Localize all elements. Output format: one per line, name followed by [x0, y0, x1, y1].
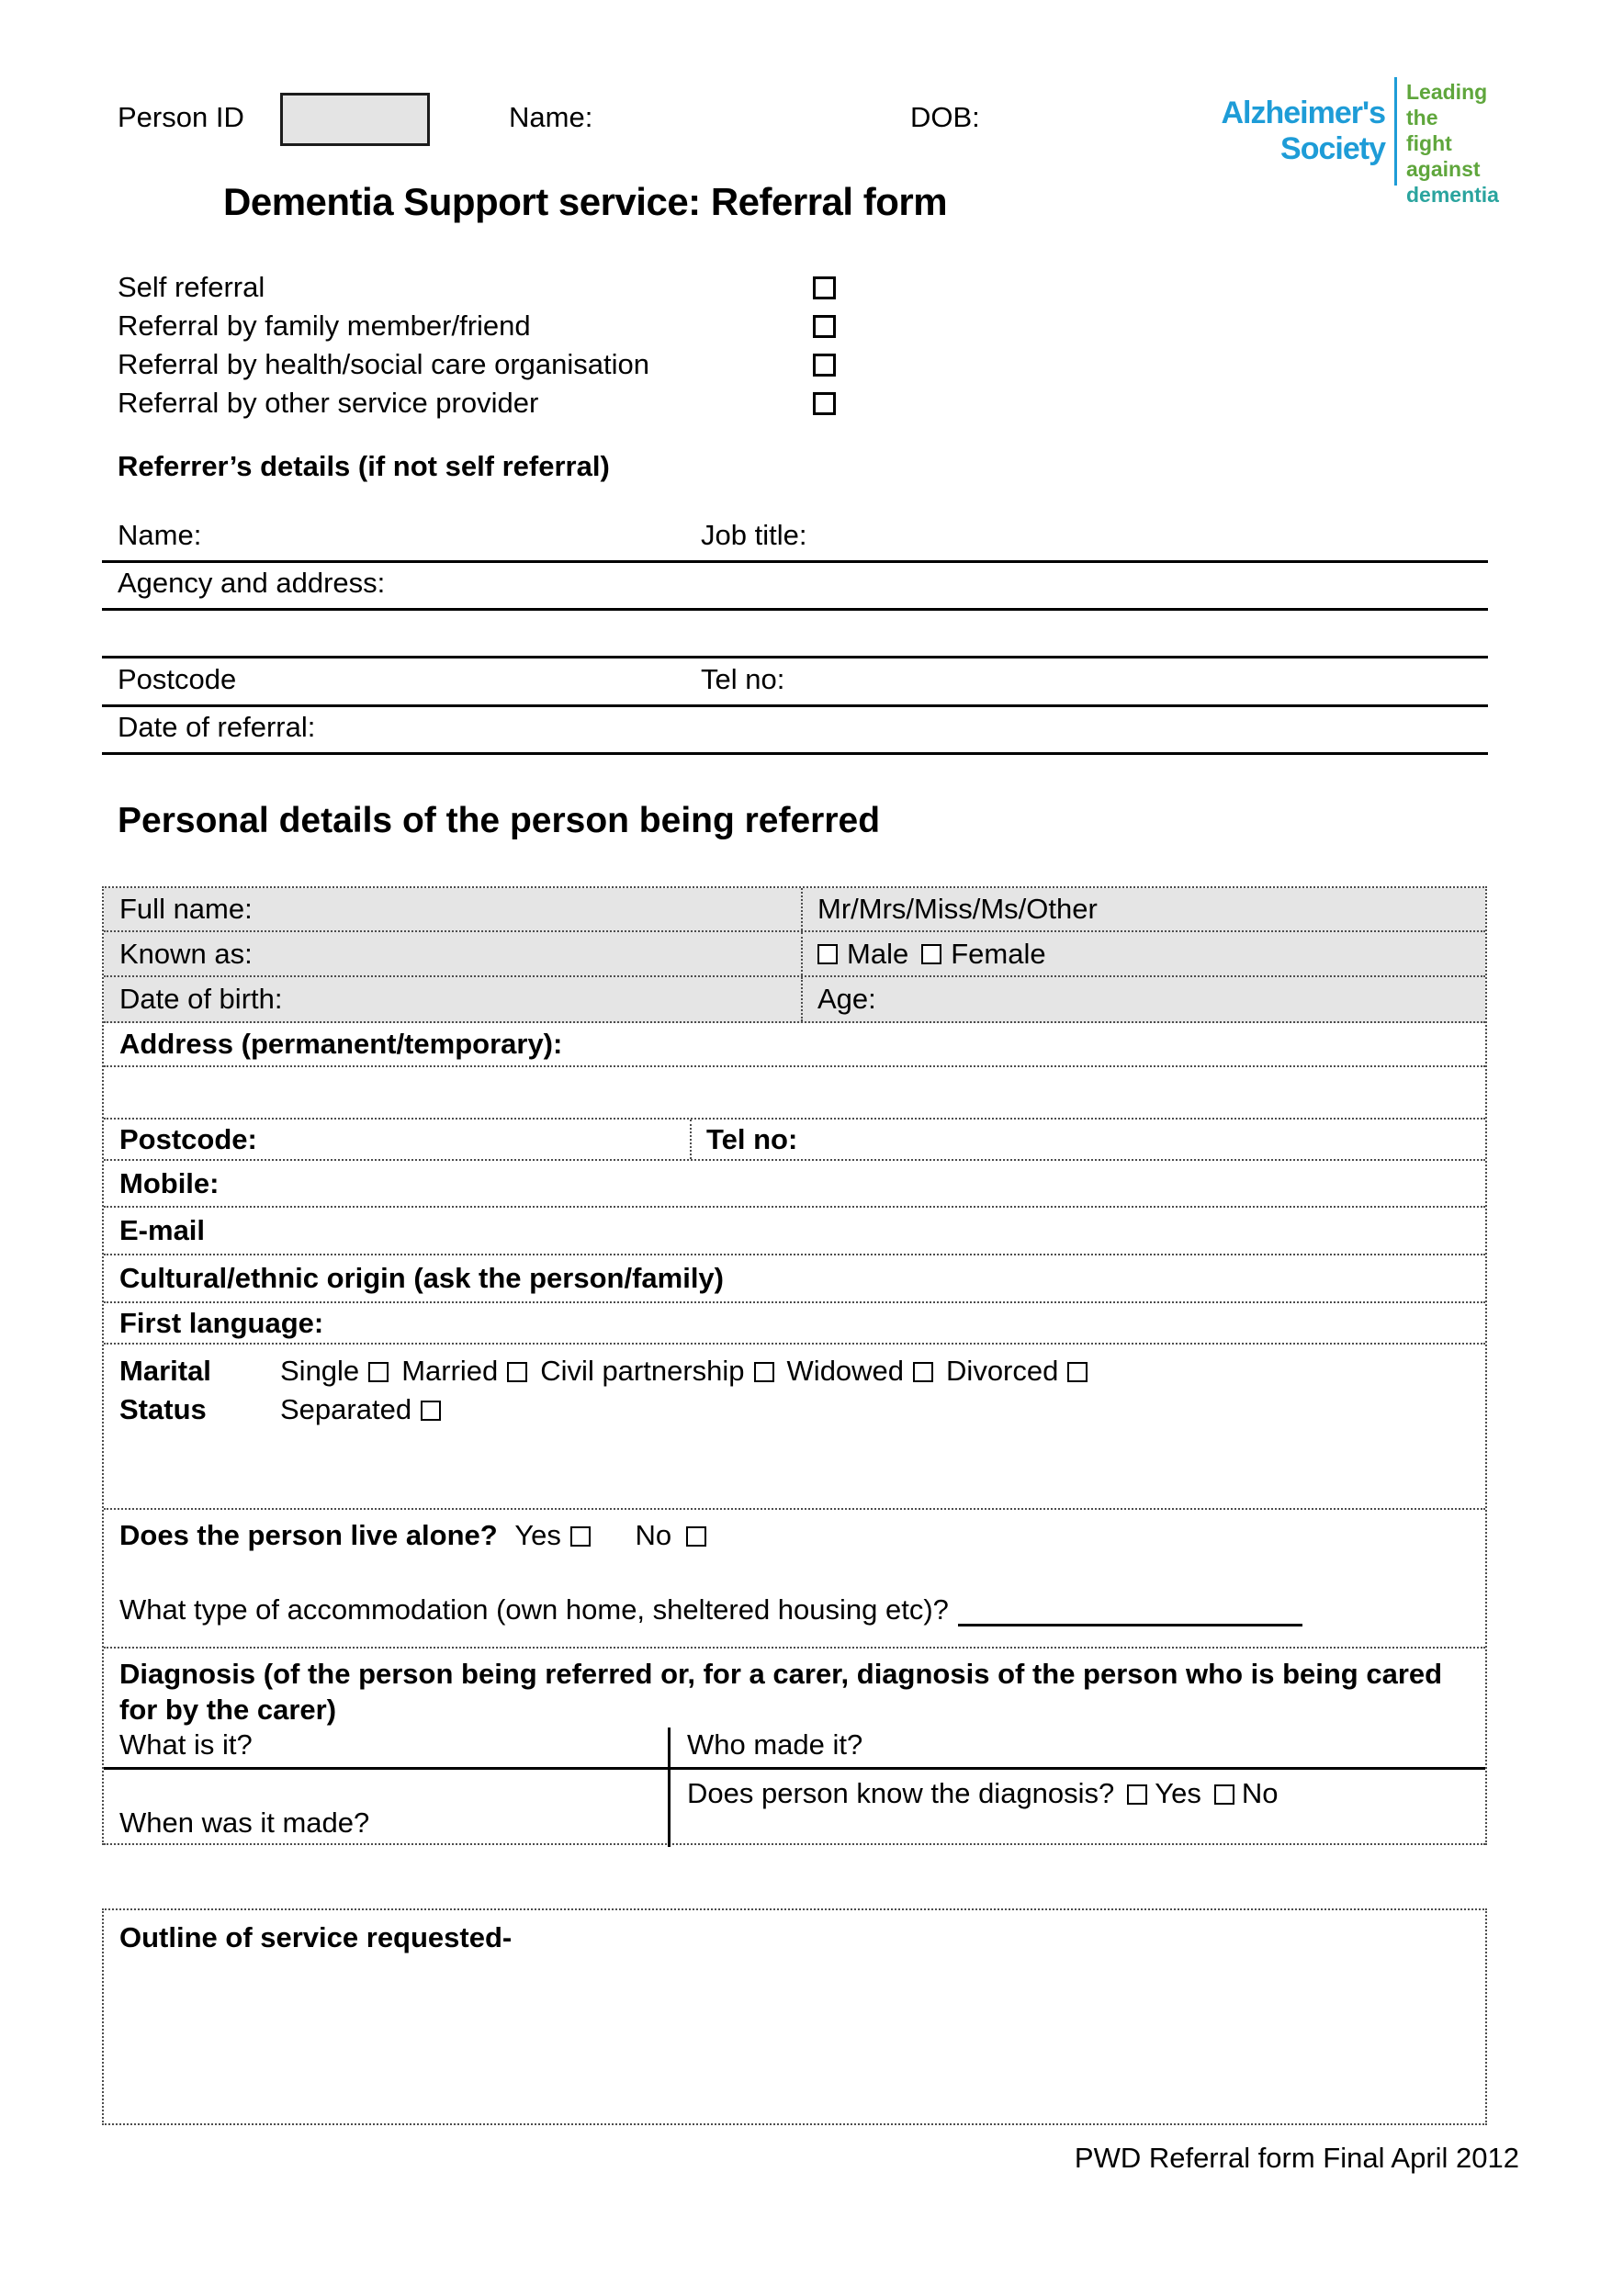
live-alone-line	[119, 1519, 1470, 1552]
diagnosis-what-who-row	[104, 1728, 1485, 1770]
first-language-row[interactable]	[104, 1303, 1485, 1345]
divorced-label: Divorced	[946, 1355, 1059, 1387]
diagnosis-what-label: What is it?	[119, 1728, 253, 1761]
outline-service-label: Outline of service requested-	[119, 1921, 513, 1953]
known-as-row[interactable]	[104, 932, 1485, 977]
referral-type-row-health	[118, 345, 871, 384]
personal-details-table	[102, 886, 1487, 1845]
full-name-row[interactable]	[104, 888, 1485, 932]
know-diagnosis-no-label: No	[1241, 1777, 1279, 1809]
referral-type-label: Referral by family member/friend	[118, 310, 531, 342]
address-label: Address (permanent/temporary):	[119, 1028, 563, 1060]
alzheimers-society-logo	[1220, 77, 1516, 207]
divorced-checkbox[interactable]	[1067, 1362, 1088, 1382]
postcode-label: Postcode:	[119, 1122, 257, 1155]
marital-status-options	[280, 1352, 1100, 1429]
live-alone-no-label: No	[635, 1519, 672, 1551]
referrer-agency-row[interactable]	[102, 563, 1488, 611]
referrer-postcode-label: Postcode	[118, 663, 237, 695]
known-as-cell[interactable]	[104, 932, 803, 975]
address-continued-row[interactable]	[104, 1067, 1485, 1120]
know-diagnosis-yes-checkbox[interactable]	[1127, 1784, 1147, 1805]
referrer-agency-continued-row[interactable]	[102, 611, 1488, 658]
single-label: Single	[280, 1355, 360, 1387]
live-alone-question: Does the person live alone?	[119, 1519, 498, 1551]
know-diagnosis-yes-label: Yes	[1155, 1777, 1201, 1809]
diagnosis-row	[104, 1649, 1485, 1845]
married-label: Married	[401, 1355, 499, 1387]
marital-status-label: Marital Status	[119, 1355, 211, 1425]
referral-type-label: Referral by other service provider	[118, 387, 539, 419]
referral-type-list	[118, 268, 871, 422]
marital-options-line2	[280, 1390, 1100, 1429]
referrer-agency-label: Agency and address:	[118, 567, 386, 599]
widowed-checkbox[interactable]	[913, 1362, 933, 1382]
logo-tagline-line3: dementia	[1406, 183, 1499, 207]
cultural-origin-row[interactable]	[104, 1255, 1485, 1303]
logo-brand-text	[1220, 96, 1385, 186]
full-name-cell[interactable]	[104, 888, 803, 930]
accommodation-question: What type of accommodation (own home, sheltered housing etc)?	[119, 1593, 949, 1626]
accommodation-line	[119, 1591, 1470, 1626]
diagnosis-what-cell[interactable]	[104, 1728, 668, 1767]
single-checkbox[interactable]	[368, 1362, 389, 1382]
cultural-origin-label: Cultural/ethnic origin (ask the person/family)	[119, 1262, 724, 1294]
marital-options-line1	[280, 1352, 1100, 1390]
logo-brand-line1: Alzheimer's	[1221, 96, 1385, 130]
live-alone-yes-label: Yes	[514, 1519, 561, 1551]
form-title: Dementia Support service: Referral form	[223, 180, 948, 223]
mobile-label: Mobile:	[119, 1166, 220, 1199]
referrer-date-label: Date of referral:	[118, 711, 316, 743]
salutation-cell[interactable]	[803, 893, 1485, 926]
referral-type-row-family	[118, 307, 871, 345]
date-of-birth-label: Date of birth:	[119, 983, 283, 1015]
diagnosis-who-label: Who made it?	[687, 1728, 863, 1761]
diagnosis-know-question: Does person know the diagnosis?	[687, 1777, 1115, 1809]
referral-type-label: Self referral	[118, 271, 265, 303]
health-social-care-referral-checkbox[interactable]	[813, 354, 836, 377]
known-as-label: Known as:	[119, 937, 253, 970]
family-friend-referral-checkbox[interactable]	[813, 315, 836, 338]
referrer-details-section	[102, 501, 1488, 755]
first-language-label: First language:	[119, 1306, 324, 1339]
referrer-name-row[interactable]	[102, 501, 1488, 563]
civil-partnership-label: Civil partnership	[540, 1355, 745, 1387]
header-dob-label: DOB:	[910, 101, 980, 133]
know-diagnosis-no-checkbox[interactable]	[1214, 1784, 1234, 1805]
address-row[interactable]	[104, 1023, 1485, 1067]
referral-type-label: Referral by health/social care organisation	[118, 348, 649, 380]
email-row[interactable]	[104, 1208, 1485, 1255]
person-id-label: Person ID	[118, 101, 244, 133]
gender-cell	[803, 938, 1485, 971]
salutation-label: Mr/Mrs/Miss/Ms/Other	[817, 893, 1098, 925]
female-checkbox[interactable]	[921, 944, 941, 964]
postcode-cell[interactable]	[104, 1120, 692, 1159]
postcode-tel-row[interactable]	[104, 1120, 1485, 1161]
live-alone-no-checkbox[interactable]	[686, 1526, 706, 1547]
mobile-row[interactable]	[104, 1161, 1485, 1208]
diagnosis-when-know-row	[104, 1770, 1485, 1847]
female-label: Female	[951, 937, 1046, 970]
accommodation-field[interactable]	[958, 1591, 1302, 1626]
tel-label: Tel no:	[706, 1122, 798, 1155]
logo-tagline	[1406, 79, 1516, 207]
married-checkbox[interactable]	[507, 1362, 527, 1382]
referral-type-row-self	[118, 268, 871, 307]
diagnosis-when-label: When was it made?	[119, 1806, 370, 1839]
email-label: E-mail	[119, 1214, 206, 1246]
logo-brand-line2: Society	[1280, 131, 1385, 166]
logo-tagline-line1: Leading the	[1406, 80, 1488, 129]
referral-type-row-other	[118, 384, 871, 422]
separated-checkbox[interactable]	[421, 1401, 441, 1421]
footer-version-text: PWD Referral form Final April 2012	[1074, 2142, 1519, 2174]
live-alone-yes-checkbox[interactable]	[570, 1526, 591, 1547]
diagnosis-heading: Diagnosis (of the person being referred or, for a carer, diagnosis of the person who is being cared for by the carer)	[119, 1658, 1443, 1726]
age-label: Age:	[817, 983, 876, 1015]
referrer-tel-label: Tel no:	[701, 663, 785, 695]
civil-partnership-checkbox[interactable]	[754, 1362, 774, 1382]
full-name-label: Full name:	[119, 893, 253, 925]
person-id-field[interactable]	[280, 93, 430, 146]
age-cell[interactable]	[803, 983, 1485, 1016]
header-name-label: Name:	[509, 101, 593, 133]
date-of-birth-cell[interactable]	[104, 977, 803, 1021]
live-alone-row	[104, 1510, 1485, 1649]
referrer-name-label: Name:	[118, 519, 202, 551]
self-referral-checkbox[interactable]	[813, 276, 836, 299]
marital-status-row	[104, 1345, 1485, 1510]
date-of-birth-row[interactable]	[104, 977, 1485, 1023]
diagnosis-know-cell	[668, 1770, 1485, 1847]
diagnosis-when-cell[interactable]	[104, 1770, 668, 1847]
tel-cell[interactable]	[692, 1123, 1485, 1156]
logo-divider	[1394, 77, 1397, 186]
referrer-job-title-label: Job title:	[701, 519, 807, 551]
personal-details-heading: Personal details of the person being referred	[118, 801, 881, 840]
diagnosis-who-cell[interactable]	[668, 1728, 1485, 1767]
logo-tagline-line2: fight against	[1406, 131, 1481, 181]
separated-label: Separated	[280, 1393, 412, 1425]
referrer-date-row[interactable]	[102, 707, 1488, 755]
male-label: Male	[847, 937, 909, 970]
referrer-postcode-row[interactable]	[102, 658, 1488, 707]
widowed-label: Widowed	[786, 1355, 905, 1387]
other-provider-referral-checkbox[interactable]	[813, 392, 836, 415]
male-checkbox[interactable]	[817, 944, 838, 964]
referrer-details-heading: Referrer’s details (if not self referral)	[118, 450, 610, 482]
outline-service-box[interactable]	[102, 1908, 1487, 2125]
